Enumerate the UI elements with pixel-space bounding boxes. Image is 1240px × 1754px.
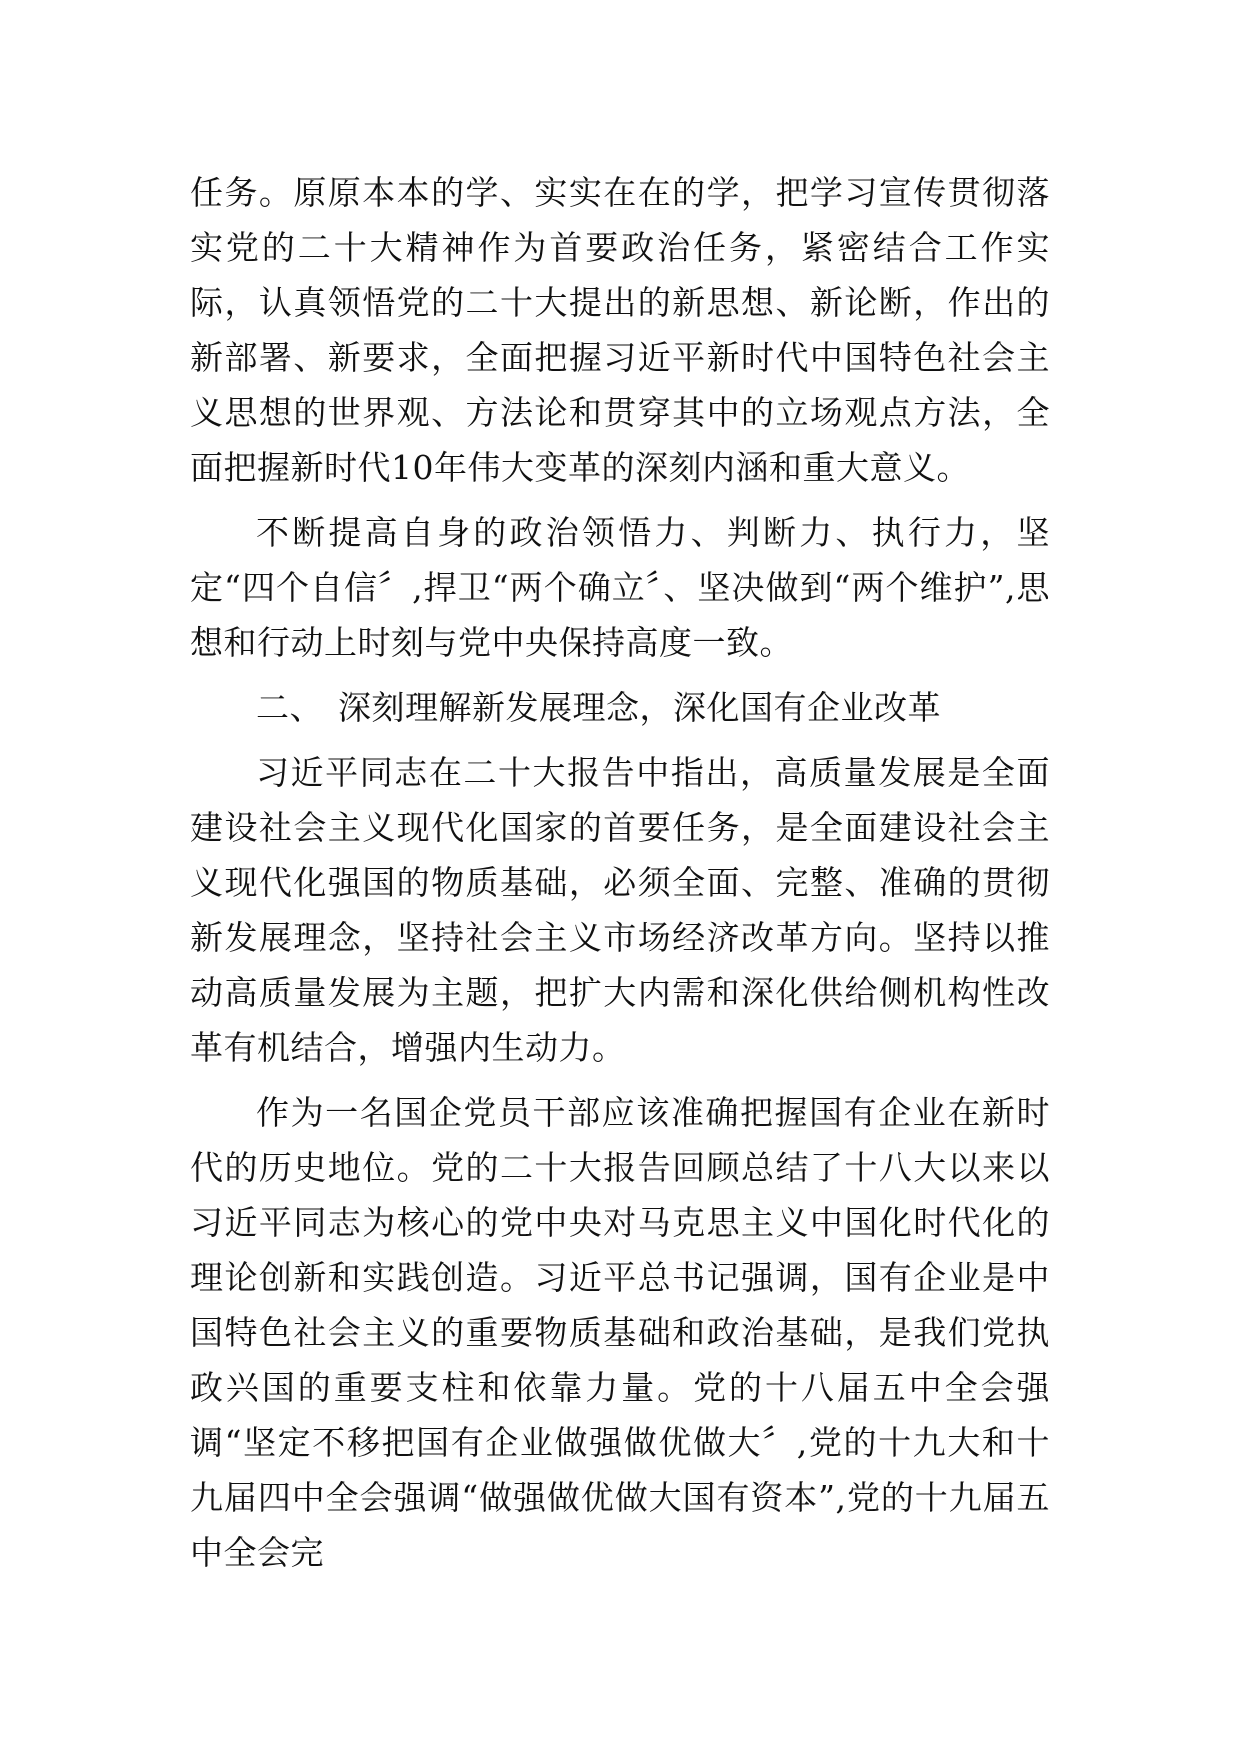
- paragraph-state-enterprise: 作为一名国企党员干部应该准确把握国有企业在新时代的历史地位。党的二十大报告回顾总结了十八大以来以习近平同志为核心的党中央对马克思主义中国化时代化的理论创新和实践创造。习近平总书记强调，国有企业是中国特色社会主义的重要物质基础和政治基础，是我们党执政兴国的重要支柱和依靠力量。党的十八届五中全会强调“坚定不移把国有企业做强做优做大〞,党的十九大和十九届四中全会强调“做强做优做大国有资本”,党的十九届五中全会完: [190, 1093, 1050, 1572]
- section-heading: [190, 680, 1050, 735]
- section-heading-number: 二、: [256, 688, 323, 727]
- paragraph-political-awareness: 不断提高自身的政治领悟力、判断力、执行力，坚定“四个自信〞,捍卫“两个确立〞、坚决做到“两个维护”,思想和行动上时刻与党中央保持高度一致。: [190, 513, 1050, 662]
- section-heading-text: 深刻理解新发展理念，深化国有企业改革: [338, 688, 941, 727]
- paragraph-high-quality-development: 习近平同志在二十大报告中指出，高质量发展是全面建设社会主义现代化国家的首要任务，是全面建设社会主义现代化强国的物质基础，必须全面、完整、准确的贯彻新发展理念，坚持社会主义市场经济改革方向。坚持以推动高质量发展为主题，把扩大内需和深化供给侧机构性改革有机结合，增强内生动力。: [190, 753, 1050, 1067]
- document-body: [190, 165, 1050, 1590]
- paragraph-study-task: 任务。原原本本的学、实实在在的学，把学习宣传贯彻落实党的二十大精神作为首要政治任务，紧密结合工作实际，认真领悟党的二十大提出的新思想、新论断，作出的新部署、新要求，全面把握习近平新时代中国特色社会主义思想的世界观、方法论和贯穿其中的立场观点方法，全面把握新时代10年伟大变革的深刻内涵和重大意义。: [190, 173, 1050, 487]
